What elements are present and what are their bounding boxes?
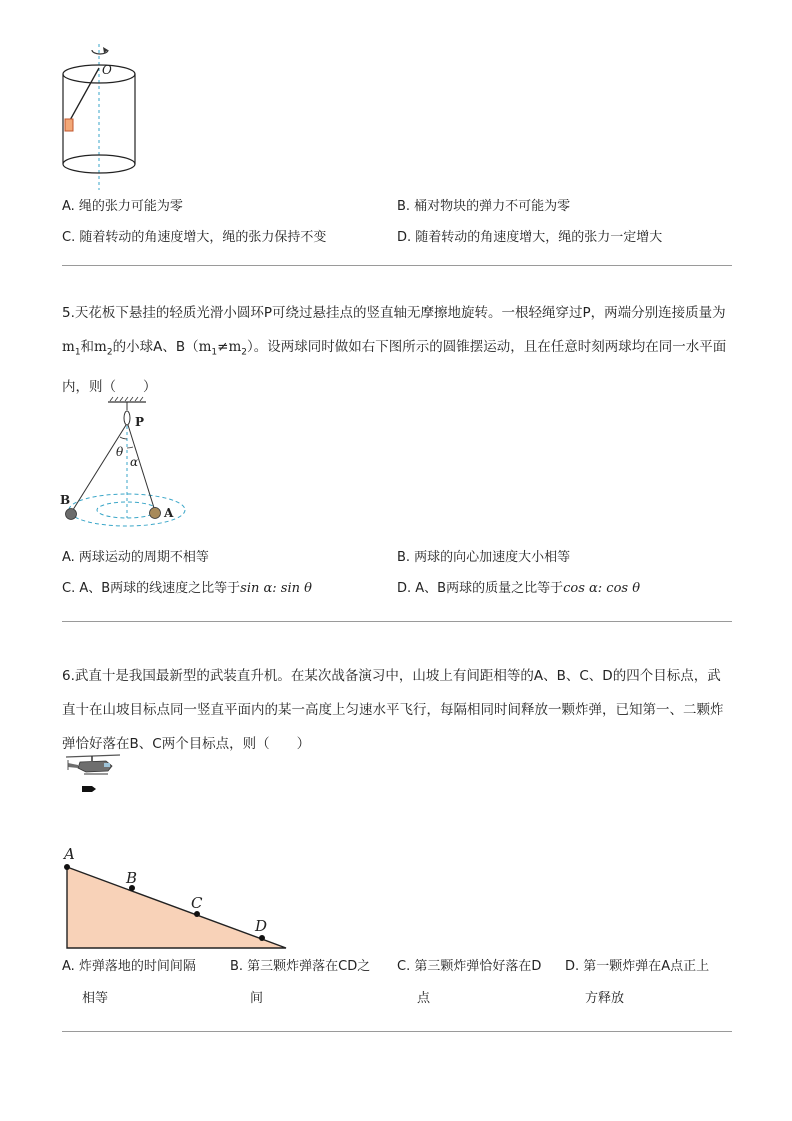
m2-symbol-2: m	[228, 339, 242, 355]
q5-option-b[interactable]: B. 两球的向心加速度大小相等	[397, 550, 571, 565]
neq-symbol: ≠	[217, 339, 229, 355]
q5-stem	[62, 296, 734, 404]
slope-figure	[58, 842, 290, 952]
m1-symbol-2: m	[198, 339, 212, 355]
q6-option-b[interactable]	[230, 958, 370, 1008]
q4-option-a[interactable]: A. 绳的张力可能为零	[62, 199, 183, 214]
label-d: D	[255, 917, 268, 935]
q4-option-d[interactable]: D. 随着转动的角速度增大，绳的张力一定增大	[397, 230, 663, 245]
q5-option-d-math: cos α: cos θ	[563, 581, 641, 596]
ring-p	[124, 411, 130, 425]
q6-option-b-line1: B. 第三颗炸弹落在CD之	[230, 959, 371, 974]
helicopter-icon	[64, 752, 124, 798]
rotation-arrow-icon	[92, 47, 108, 54]
q5-stem-part3: ）。设两球同时做如右下图所示的圆锥摆运动，且在任意时刻两球均在同一水平面内，则（ ）	[62, 339, 727, 395]
q6-stem: 6.武直十是我国最新型的武装直升机。在某次战备演习中，山坡上有间距相等的A、B、C、D的四个目标点，武直十在山坡目标点同一竖直平面内的某一高度上匀速水平飞行，每隔相同时间释放一颗炸弹，已知第一、二颗炸弹恰好落在B、C两个目标点，则（ ）	[62, 668, 724, 752]
q5-option-a[interactable]: A. 两球运动的周期不相等	[62, 550, 209, 565]
q5-option-c-text: C. A、B两球的线速度之比等于	[62, 581, 241, 596]
block	[65, 119, 73, 131]
q5-stem-part2: 的小球A、B（	[112, 339, 199, 355]
q6-option-d-line2: 方释放	[585, 991, 625, 1006]
q4-option-b[interactable]: B. 桶对物块的弹力不可能为零	[397, 199, 571, 214]
m2-symbol: m	[94, 339, 107, 355]
label-a: A	[164, 506, 174, 520]
q5-option-d-text: D. A、B两球的质量之比等于	[397, 581, 564, 596]
label-b: B	[60, 493, 71, 507]
q5-option-c[interactable]	[62, 580, 312, 598]
label-b: B	[126, 869, 138, 887]
label-p: P	[135, 415, 145, 429]
label-c: C	[191, 894, 203, 912]
q6-option-c[interactable]	[397, 958, 541, 1008]
label-alpha: α	[130, 455, 139, 469]
cylinder-figure	[56, 40, 146, 192]
m1-symbol: m	[62, 339, 75, 355]
conical-pendulum-figure	[58, 396, 188, 530]
q6-option-d-line1: D. 第一颗炸弹在A点正上	[565, 959, 710, 974]
q6-option-b-line2: 间	[250, 991, 264, 1006]
bomb-icon	[82, 786, 96, 792]
q6-option-c-line1: C. 第三颗炸弹恰好落在D	[397, 959, 542, 974]
ball-a	[150, 508, 161, 519]
q6-option-c-line2: 点	[417, 991, 431, 1006]
divider	[62, 265, 732, 266]
q5-stem-part1: 5.天花板下悬挂的轻质光滑小圆环P可绕过悬挂点的竖直轴无摩擦地旋转。一根轻绳穿过P，两端分别连接质量为	[62, 305, 726, 321]
label-o: O	[102, 63, 112, 77]
label-theta: θ	[116, 445, 124, 459]
point-d	[259, 935, 265, 941]
q6-option-a-line2: 相等	[82, 991, 109, 1006]
m2-subscript-2: 2	[241, 347, 247, 358]
q6-option-a-line1: A. 炸弹落地的时间间隔	[62, 959, 196, 974]
q5-stem-and: 和	[80, 339, 95, 355]
divider	[62, 1031, 732, 1032]
m1-subscript-2: 1	[211, 347, 218, 358]
q6-option-a[interactable]	[62, 958, 196, 1008]
ball-b	[66, 509, 77, 520]
divider	[62, 621, 732, 622]
label-a: A	[64, 845, 75, 863]
m1-subscript: 1	[74, 347, 81, 358]
q5-option-d[interactable]	[397, 580, 640, 598]
point-a	[64, 864, 70, 870]
q4-option-c[interactable]: C. 随着转动的角速度增大，绳的张力保持不变	[62, 230, 327, 245]
q6-option-d[interactable]	[565, 958, 709, 1008]
q5-option-c-math: sin α: sin θ	[240, 581, 312, 596]
m2-subscript: 2	[106, 347, 113, 358]
